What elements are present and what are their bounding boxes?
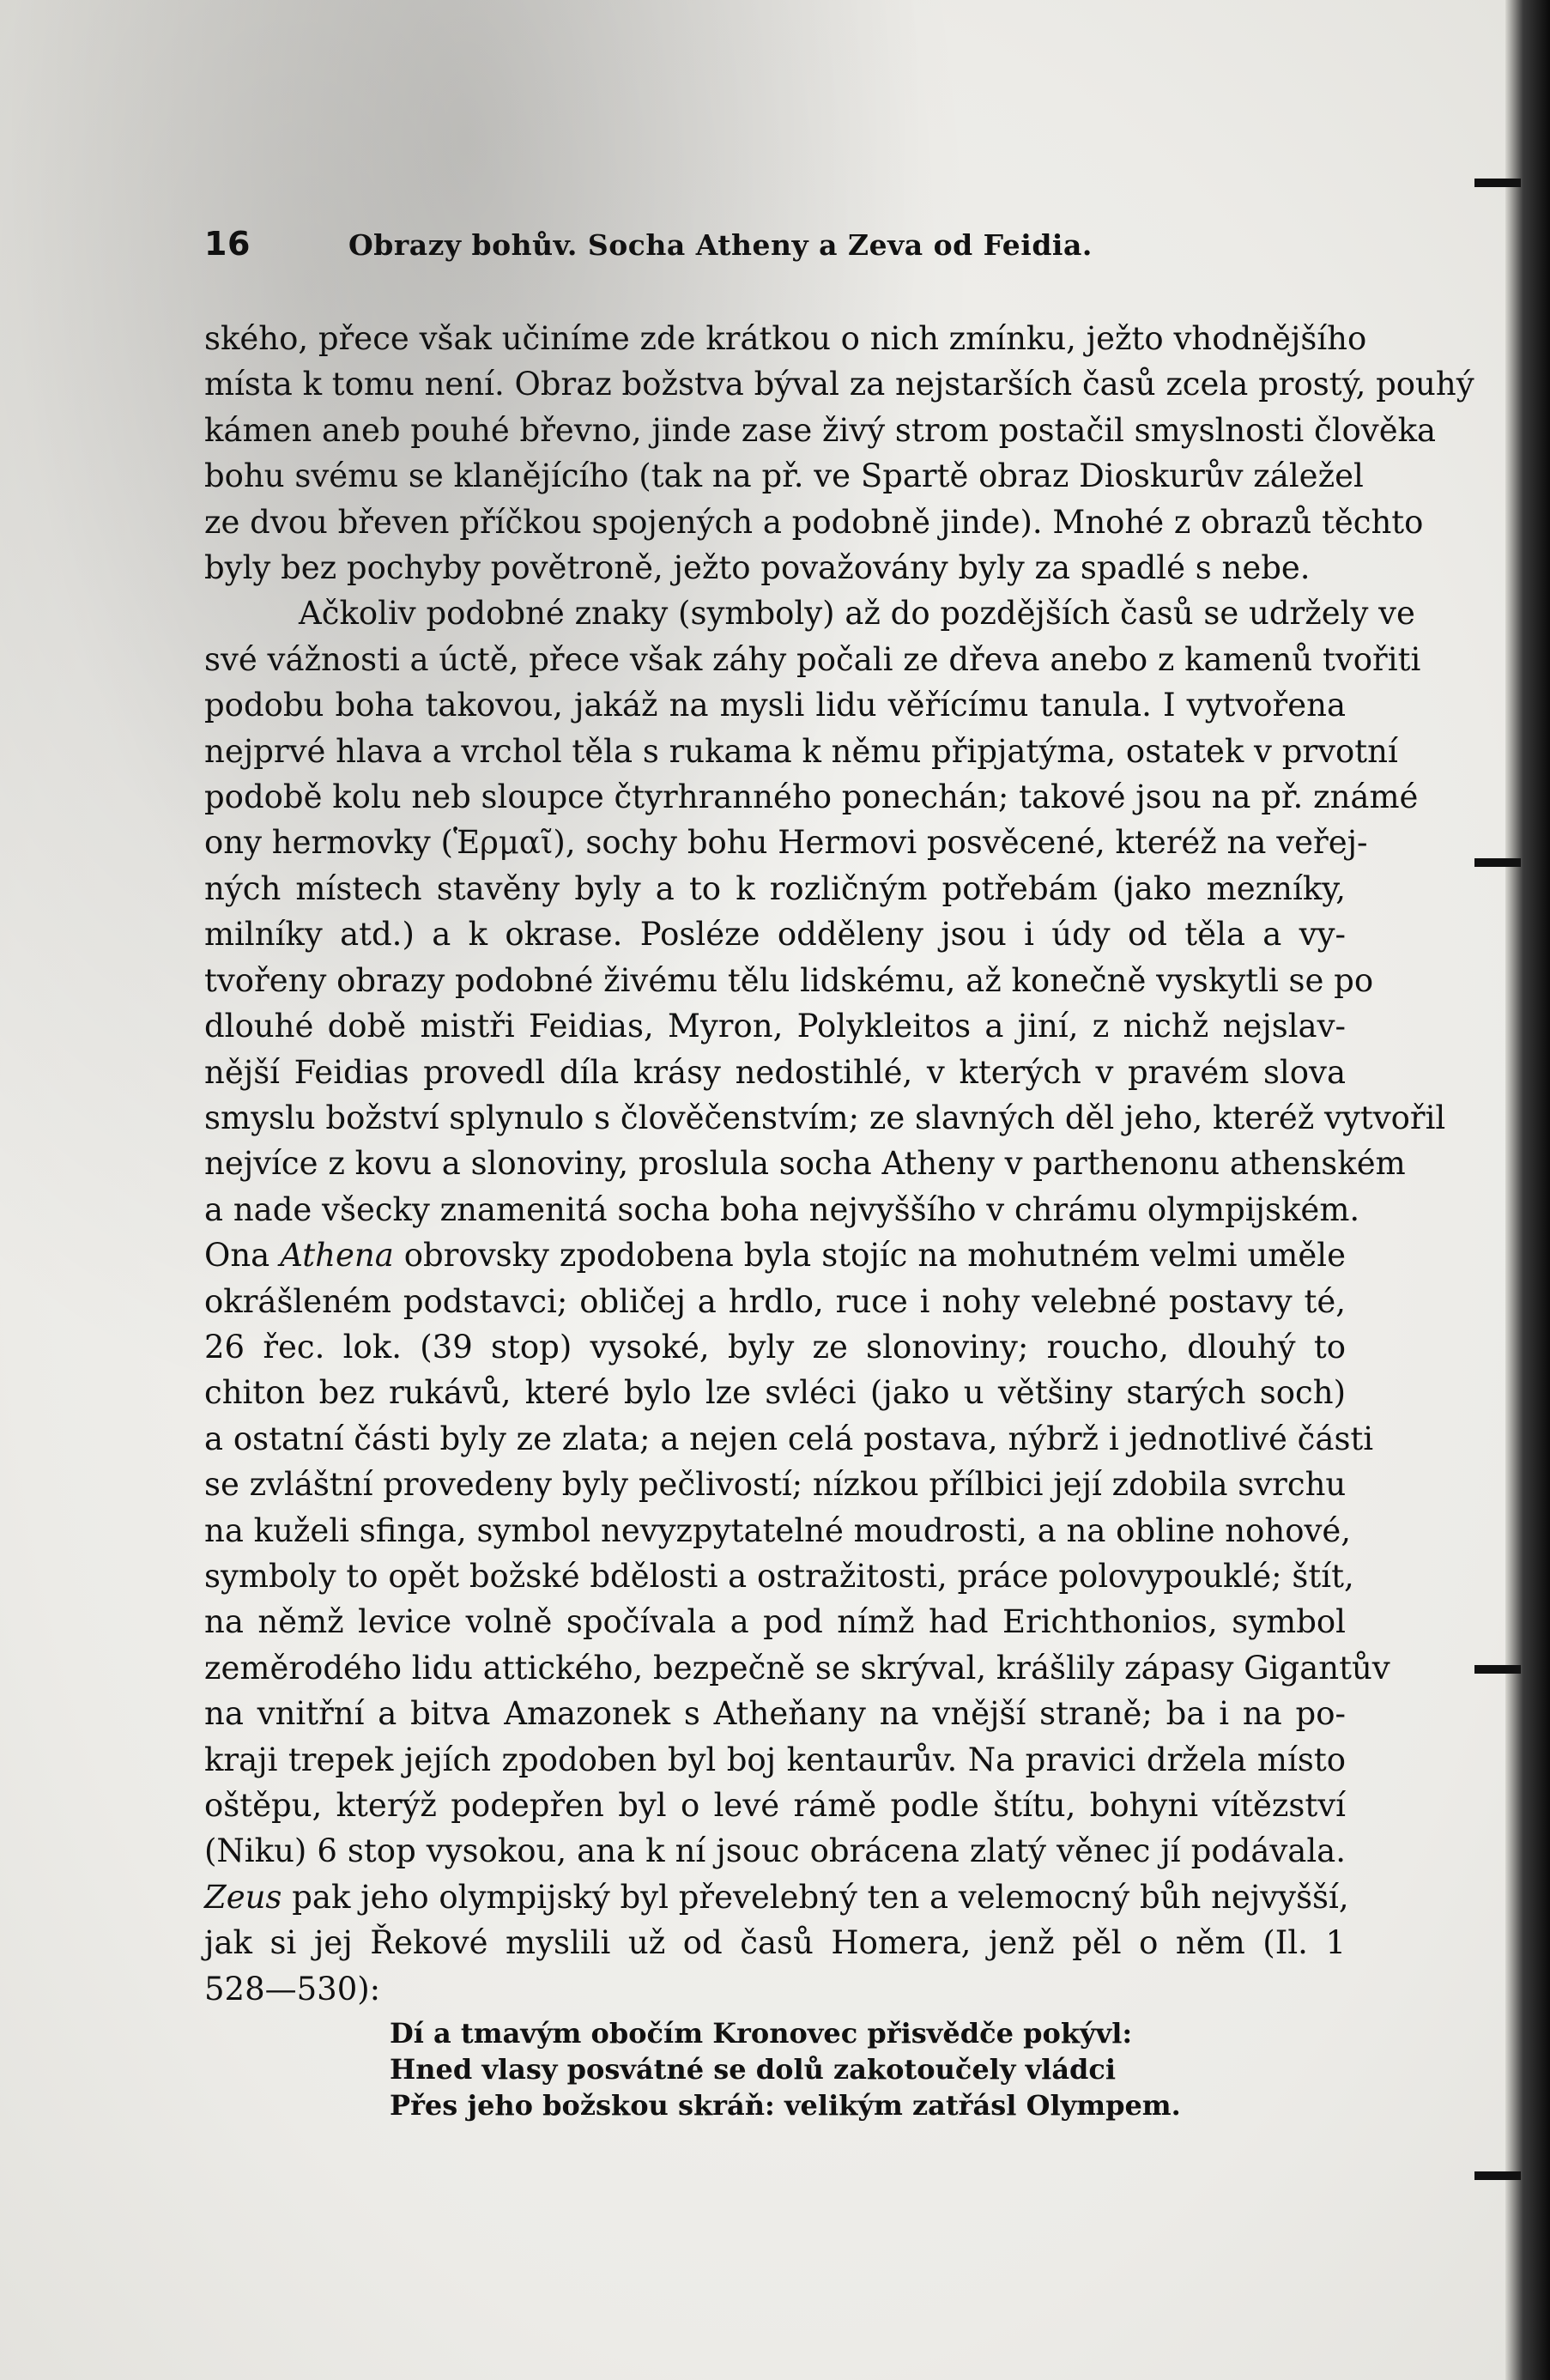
- text-line: oštěpu, kterýž podepřen byl o levé rámě podle štítu, bohyni vítězství: [204, 1787, 1346, 1824]
- text-line: na němž levice volně spočívala a pod nímž had Erichthonios, symbol: [204, 1603, 1346, 1641]
- edge-mark: [1474, 2171, 1521, 2180]
- verse-line: Hned vlasy posvátné se dolů zakotoučely vládci: [390, 2053, 1117, 2086]
- text-line: ze dvou břeven příčkou spojených a podobně jinde). Mnohé z obrazů těchto: [204, 503, 1424, 541]
- text-line: nější Feidias provedl díla krásy nedostihlé, v kterých v pravém slova: [204, 1053, 1346, 1091]
- text-line: chiton bez rukávů, které bylo lze svléci (jako u většiny starých soch): [204, 1374, 1346, 1412]
- text-line: kraji trepek jejích zpodoben byl boj kentaurův. Na pravici držela místo: [204, 1741, 1346, 1778]
- text-line: zeměrodého lidu attického, bezpečně se skrýval, krášlily zápasy Gigantův: [204, 1649, 1390, 1687]
- edge-mark: [1474, 179, 1521, 187]
- text-line: 528—530):: [204, 1970, 381, 2008]
- body-text: [204, 316, 1474, 2012]
- text-line: místa k tomu není. Obraz božstva býval za nejstarších časů zcela prostý, pouhý: [204, 366, 1474, 403]
- text-line: se zvláštní provedeny byly pečlivostí; nízkou přílbici její zdobila svrchu: [204, 1466, 1347, 1504]
- text-line: 26 řec. lok. (39 stop) vysoké, byly ze slonoviny; roucho, dlouhý to: [204, 1328, 1346, 1366]
- text-line: bohu svému se klanějícího (tak na př. ve Spartě obraz Dioskurův záležel: [204, 457, 1364, 495]
- text-line: ných místech stavěny byly a to k rozličným potřebám (jako mezníky,: [204, 869, 1346, 907]
- page-header: [204, 225, 1303, 263]
- text-line: tvořeny obrazy podobné živému tělu lidskému, až konečně vyskytli se po: [204, 961, 1374, 999]
- text-line: (Niku) 6 stop vysokou, ana k ní jsouc obrácena zlatý věnec jí podávala.: [204, 1832, 1346, 1870]
- text-line: byly bez pochyby povětroně, ježto považovány byly za spadlé s nebe.: [204, 549, 1311, 587]
- text-line: Ona Athena obrovsky zpodobena byla stojíc na mohutném velmi uměle: [204, 1237, 1347, 1275]
- text-line: na vnitřní a bitva Amazonek s Atheňany na vnější straně; ba i na po-: [204, 1695, 1346, 1733]
- text-line: milníky atd.) a k okrase. Posléze odděleny jsou i údy od těla a vy-: [204, 916, 1346, 954]
- text-line: kámen aneb pouhé břevno, jinde zase živý strom postačil smyslnosti člověka: [204, 411, 1437, 449]
- text-line: podobu boha takovou, jakáž na mysli lidu věřícímu tanula. I vytvořena: [204, 687, 1346, 724]
- edge-mark: [1474, 1665, 1521, 1674]
- text-line: okrášleném podstavci; obličej a hrdlo, ruce i nohy velebné postavy té,: [204, 1282, 1346, 1320]
- text-line: dlouhé době mistři Feidias, Myron, Polykleitos a jiní, z nichž nejslav-: [204, 1008, 1346, 1045]
- verse-line: Dí a tmavým obočím Kronovec přisvědče pokývl:: [390, 2017, 1133, 2050]
- text-line: a ostatní části byly ze zlata; a nejen celá postava, nýbrž i jednotlivé části: [204, 1420, 1374, 1457]
- verse-line: Přes jeho božskou skráň: velikým zatřásl Olympem.: [390, 2089, 1181, 2122]
- text-line: podobě kolu neb sloupce čtyrhranného ponechán; takové jsou na př. známé: [204, 778, 1419, 816]
- text-line: Zeus pak jeho olympijský byl převelebný ten a velemocný bůh nejvyšší,: [204, 1878, 1349, 1916]
- text-line: ony hermovky (Ἑρμαῖ), sochy bohu Hermovi posvěcené, kteréž na veřej-: [204, 824, 1368, 862]
- text-line: ského, přece však učiníme zde krátkou o nich zmínku, ježto vhodnějšího: [204, 320, 1367, 357]
- edge-mark: [1474, 858, 1521, 867]
- text-line: nejvíce z kovu a slonoviny, proslula socha Atheny v parthenonu athenském: [204, 1145, 1406, 1183]
- text-line: Ačkoliv podobné znaky (symboly) až do pozdějších časů se udržely ve: [299, 595, 1415, 633]
- running-title: Obrazy bohův. Socha Atheny a Zeva od Feidia.: [348, 228, 1093, 262]
- text-line: na kuželi sfinga, symbol nevyzpytatelné moudrosti, a na obline nohové,: [204, 1511, 1352, 1549]
- page-number: 16: [204, 225, 251, 263]
- text-line: smyslu božství splynulo s člověčenstvím; ze slavných děl jeho, kteréž vytvořil: [204, 1099, 1446, 1136]
- text-line: symboly to opět božské bdělosti a ostražitosti, práce polovypouklé; štít,: [204, 1557, 1354, 1595]
- text-line: nejprvé hlava a vrchol těla s rukama k němu připjatýma, ostatek v prvotní: [204, 732, 1398, 770]
- text-line: a nade všecky znamenitá socha boha nejvyššího v chrámu olympijském.: [204, 1190, 1360, 1228]
- verse-quote: [390, 2015, 1248, 2123]
- book-spine-edge: [1505, 0, 1550, 2380]
- text-line: jak si jej Řekové myslili už od časů Homera, jenž pěl o něm (Il. 1: [204, 1924, 1346, 1962]
- text-line: své vážnosti a úctě, přece však záhy počali ze dřeva anebo z kamenů tvořiti: [204, 640, 1421, 678]
